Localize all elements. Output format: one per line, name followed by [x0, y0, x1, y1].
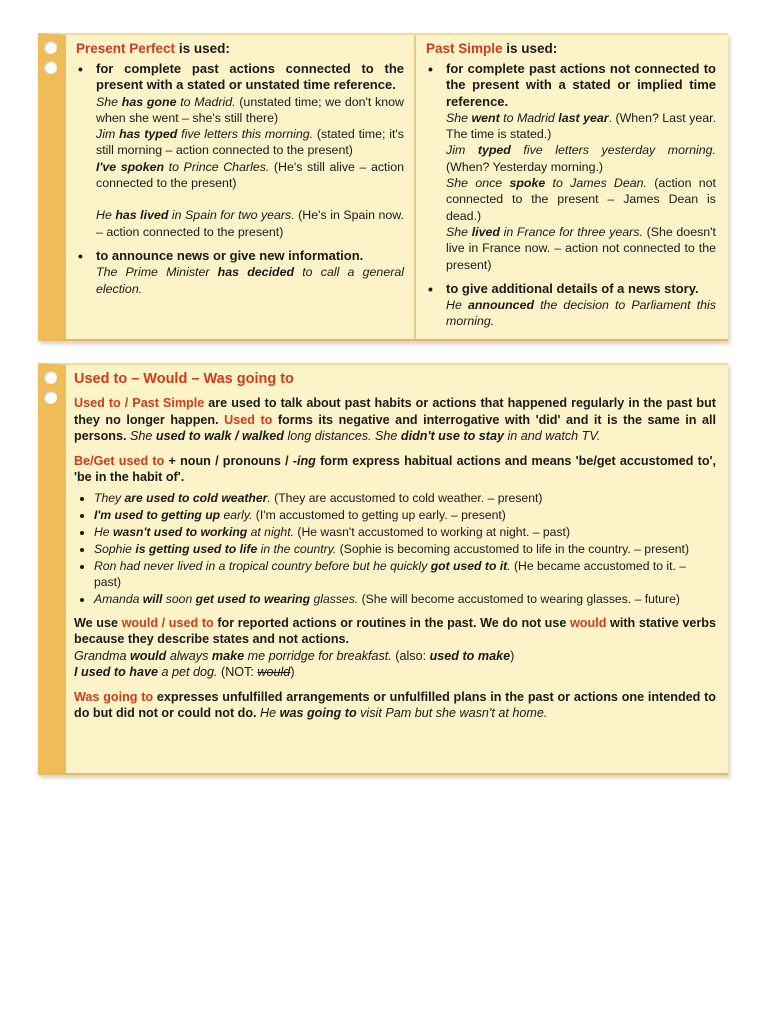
binder-hole	[44, 371, 57, 384]
use-examples	[96, 264, 404, 297]
example-line: She has gone to Madrid. (unstated time; we don't know when she went – she's still there)	[96, 94, 404, 125]
present-perfect-column	[66, 35, 414, 339]
example-line: She went to Madrid last year. (When? Last year. The time is stated.)	[446, 110, 717, 142]
bullet-icon: •	[428, 61, 433, 77]
example-line: Jim has typed five letters this morning. (stated time; it's still morning – action connected to the present)	[96, 127, 404, 158]
example-line: He has lived in Spain for two years. (He's in Spain now. – action connected to the present)	[96, 208, 404, 239]
binder-hole	[44, 391, 57, 404]
list-item: • I'm used to getting up early. (I'm accustomed to getting up early. – present)	[94, 507, 716, 523]
bullet-icon: •	[78, 247, 83, 264]
card-title: Used to – Would – Was going to	[74, 371, 294, 387]
be-get-used-to-paragraph: Be/Get used to + noun / pronouns / -ing form express habitual actions and means 'be/get accustomed to', 'be in the habit of'.	[74, 453, 717, 484]
example-line: Jim typed five letters yesterday morning. (When? Yesterday morning.)	[446, 143, 716, 174]
binder-hole	[44, 41, 57, 54]
list-item: • Sophie is getting used to life in the country. (Sophie is becoming accustomed to life in the country. – present)	[94, 541, 716, 557]
past-simple-use-2	[426, 281, 716, 330]
example-line: I've spoken to Prince Charles. (He's still alive – action connected to the present)	[96, 159, 405, 191]
used-to-paragraph: Used to / Past Simple are used to talk about past habits or actions that happened regularly in the past but they no longer happen. Used to forms its negative and interrogative with 'did' and it is the same in all persons. She used to walk / walked long distances. She didn't use to stay in and watch TV.	[74, 396, 716, 443]
binder-hole	[44, 61, 57, 74]
was-going-to-paragraph: Was going to expresses unfulfilled arrangements or unfulfilled plans in the past or actions one intended to do but did not or could not do. He was going to visit Pam but she wasn't at home.	[74, 689, 716, 720]
use-examples	[446, 110, 716, 273]
use-examples	[446, 297, 716, 330]
past-simple-column	[414, 35, 726, 339]
bullet-icon: •	[428, 280, 433, 297]
grammar-comparison-card	[38, 33, 728, 341]
card-content	[66, 371, 728, 722]
list-item: • They are used to cold weather. (They are accustomed to cold weather. – present)	[94, 490, 716, 506]
bullet-icon: •	[78, 61, 83, 77]
list-item: • Amanda will soon get used to wearing glasses. (She will become accustomed to wearing glasses. – future)	[94, 591, 716, 607]
use-heading: for complete past actions connected to the present with a stated or unstated time reference.	[96, 61, 404, 93]
used-to-would-card	[38, 363, 728, 775]
present-perfect-heading: Present Perfect is used:	[76, 41, 230, 56]
use-heading: for complete past actions not connected to the present with a stated or implied time reference.	[446, 61, 716, 109]
present-perfect-use-1	[76, 61, 404, 240]
example-line: The Prime Minister has decided to call a general election.	[96, 265, 404, 296]
use-heading: to announce news or give new information.	[96, 247, 364, 263]
past-simple-heading: Past Simple is used:	[426, 41, 558, 56]
past-simple-use-1	[426, 61, 716, 273]
example-line: He announced the decision to Parliament this morning.	[446, 298, 716, 329]
example-line: She lived in France for three years. (She doesn't live in France now. – action not connected to the present)	[446, 224, 716, 272]
example-list	[74, 490, 716, 607]
example-line: She once spoke to James Dean. (action not connected to the present – James Dean is dead.)	[446, 176, 716, 223]
list-item: • Ron had never lived in a tropical country before but he quickly got used to it. (He became accustomed to it. – past)	[94, 558, 716, 590]
use-heading: to give additional details of a news story.	[446, 280, 699, 296]
present-perfect-use-2	[76, 248, 404, 297]
would-used-to-paragraph: We use would / used to for reported actions or routines in the past. We do not use would with stative verbs because they describe states and not actions. Grandma would always make me porridge for breakfast. (also: used to make) I used to have a pet dog. (NOT: would)	[74, 615, 716, 679]
use-examples	[96, 94, 404, 240]
list-item: • He wasn't used to working at night. (He wasn't accustomed to working at night. – past)	[94, 524, 716, 540]
